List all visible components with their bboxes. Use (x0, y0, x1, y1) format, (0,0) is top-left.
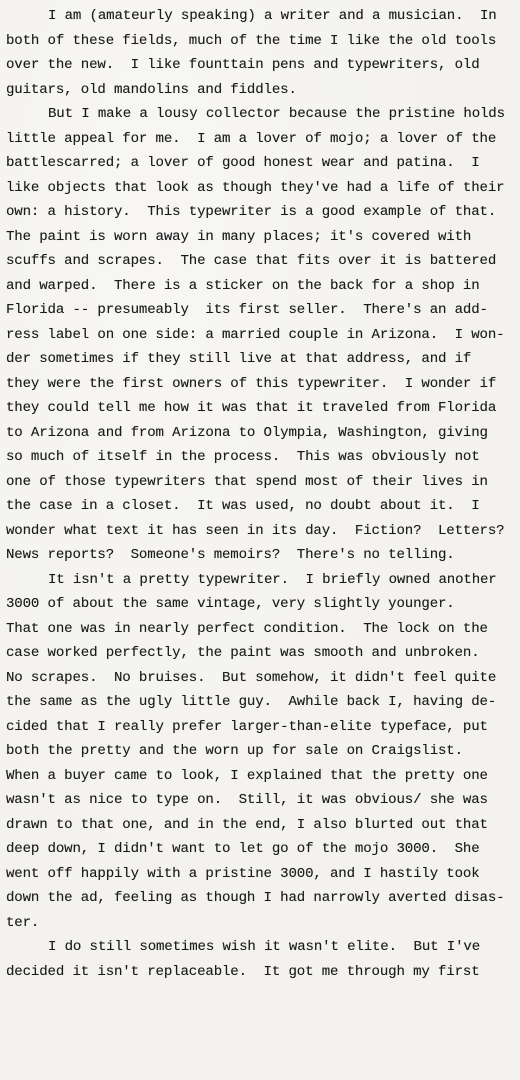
text-line: the same as the ugly little guy. Awhile back I, having de- (6, 694, 497, 710)
text-line: cided that I really prefer larger-than-elite typeface, put (6, 718, 488, 735)
text-line: The paint is worn away in many places; it's covered with (6, 228, 472, 245)
text-line: drawn to that one, and in the end, I also blurted out that (6, 816, 488, 833)
typewritten-text (6, 4, 518, 984)
text-line: they were the first owners of this typewriter. I wonder if (6, 375, 497, 392)
text-line: When a buyer came to look, I explained that the pretty one (6, 767, 488, 784)
text-line: they could tell me how it was that it traveled from Florida (6, 400, 497, 416)
text-line: battlescarred; a lover of good honest wear and patina. I (6, 155, 480, 171)
text-line: ress label on one side: a married couple in Arizona. I won- (6, 326, 505, 343)
text-line: scuffs and scrapes. The case that fits over it is battered (6, 253, 497, 269)
text-line: the case in a closet. It was used, no doubt about it. I (6, 498, 480, 514)
text-line: so much of itself in the process. This was obviously not (6, 449, 480, 465)
text-line: ter. (6, 914, 40, 931)
text-line: own: a history. This typewriter is a good example of that. (6, 204, 497, 220)
text-line: both the pretty and the worn up for sale on Craigslist. (6, 743, 463, 759)
text-line: deep down, I didn't want to let go of the mojo 3000. She (6, 841, 480, 857)
text-line: Florida -- presumeably its first seller. There's an add- (6, 302, 488, 318)
text-line: It isn't a pretty typewriter. I briefly owned another (48, 571, 497, 588)
text-line: But I make a lousy collector because the pristine holds (48, 106, 505, 122)
text-line: like objects that look as though they've had a life of their (6, 179, 505, 196)
text-line: wasn't as nice to type on. Still, it was obvious/ she was (6, 792, 488, 808)
text-line: decided it isn't replaceable. It got me through my first (6, 963, 480, 980)
text-line: wonder what text it has seen in its day. Fiction? Letters? (6, 522, 505, 539)
text-line: No scrapes. No bruises. But somehow, it didn't feel quite (6, 669, 497, 686)
text-line: guitars, old mandolins and fiddles. (6, 81, 297, 98)
text-line: little appeal for me. I am a lover of mojo; a lover of the (6, 130, 497, 147)
text-line: I am (amateurly speaking) a writer and a musician. In (48, 8, 497, 24)
text-line: both of these fields, much of the time I like the old tools (6, 32, 497, 49)
text-line: I do still sometimes wish it wasn't elite. But I've (48, 939, 480, 955)
text-line: and warped. There is a sticker on the back for a shop in (6, 277, 480, 294)
text-line: der sometimes if they still live at that address, and if (6, 351, 472, 367)
text-line: 3000 of about the same vintage, very slightly younger. (6, 596, 455, 612)
text-line: down the ad, feeling as though I had narrowly averted disas- (6, 890, 505, 906)
text-line: News reports? Someone's memoirs? There's no telling. (6, 547, 455, 563)
text-line: That one was in nearly perfect condition. The lock on the (6, 620, 488, 637)
text-line: case worked perfectly, the paint was smooth and unbroken. (6, 645, 480, 661)
text-line: over the new. I like founttain pens and typewriters, old (6, 57, 480, 73)
text-line: one of those typewriters that spend most of their lives in (6, 473, 488, 490)
text-line: to Arizona and from Arizona to Olympia, Washington, giving (6, 424, 488, 441)
text-line: went off happily with a pristine 3000, and I hastily took (6, 865, 480, 882)
